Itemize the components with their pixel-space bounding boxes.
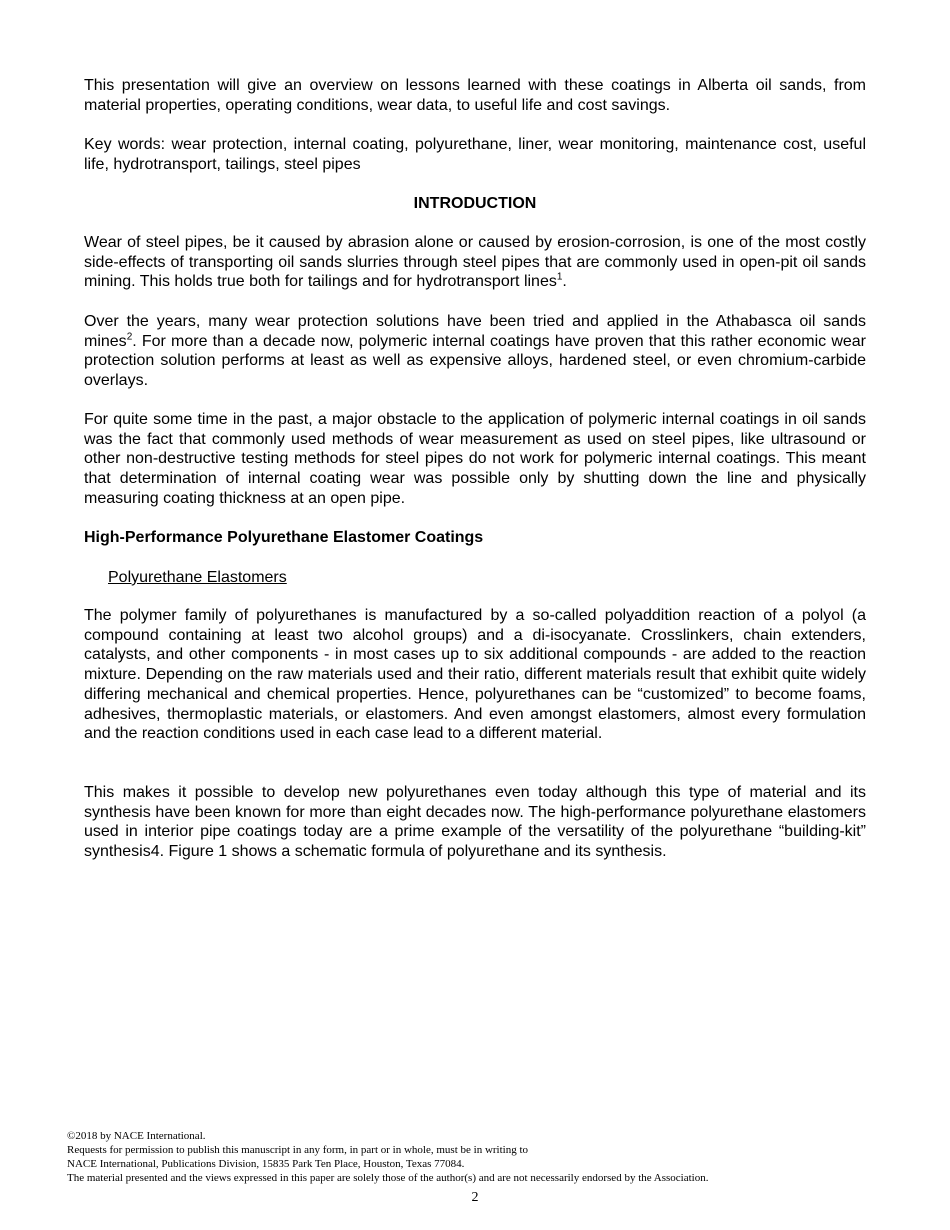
paragraph-keywords-text: Key words: wear protection, internal coating, polyurethane, liner, wear monitoring, maintenance cost, useful life, hydrotransport, tailings, steel pipes [84,136,866,173]
paragraph-overview [84,76,866,115]
paragraph-new-polyurethanes-text: This makes it possible to develop new polyurethanes even today although this type of material and its synthesis have been known for more than eight decades now. The high-performance polyurethane elastomers used in interior pipe coatings today are a prime example of the versatility of the polyurethane “building-kit” synthesis4. Figure 1 shows a schematic formula of polyurethane and its synthesis. [84,784,866,861]
paragraph-keywords [84,135,866,174]
paragraph-wear-end: . [562,273,567,291]
reference-2: 2 [126,331,133,343]
footer-copyright: ©2018 by NACE International. [67,1130,206,1142]
page-number: 2 [471,1190,479,1205]
paragraph-wear-steel-pipes [84,233,866,292]
paragraph-wear-text: Wear of steel pipes, be it caused by abrasion alone or caused by erosion-corrosion, is one of the most costly side-effects of transporting oil sands slurries through steel pipes that are commonly used in open-pit oil sands mining. This holds true both for tailings and for hydrotransport lines [84,234,866,291]
section-heading-text: High-Performance Polyurethane Elastomer Coatings [84,529,484,546]
paragraph-polymer-family-text: The polymer family of polyurethanes is manufactured by a so-called polyaddition reaction of a polyol (a compound containing at least two alcohol groups) and a di-isocyanate. Crosslinkers, chain extenders, catalysts, and other components - in most cases up to six additional compounds - are added to the reaction mixture. Depending on the raw materials used and their ratio, different materials result that exhibit quite widely differing mechanical and chemical properties. Hence, polyurethanes can be “customized” to become foams, adhesives, thermoplastic materials, or elastomers. And even amongst elastomers, almost every formulation and the reaction conditions used in each case lead to a different material. [84,607,866,743]
footer-permission: Requests for permission to publish this manuscript in any form, in part or in whole, must be in writing to [67,1144,529,1156]
introduction-heading-text: INTRODUCTION [413,195,537,212]
paragraph-solutions-start: Over the years, many wear protection solutions have been tried and applied in the Athabasca oil sands mines [84,313,866,350]
introduction-heading [84,194,866,214]
subsection-heading-text: Polyurethane Elastomers [108,569,287,586]
reference-1: 1 [556,272,563,284]
subsection-heading [84,568,866,588]
paragraph-obstacle-text: For quite some time in the past, a major obstacle to the application of polymeric internal coatings in oil sands was the fact that commonly used methods of wear measurement as used on steel pipes, like ultrasound or other non-destructive testing methods for steel pipes do not work for polymeric internal coatings. This meant that determination of internal coating wear was possible only by shutting down the line and physically measuring coating thickness at an open pipe. [84,411,866,507]
paragraph-overview-text: This presentation will give an overview on lessons learned with these coatings in Alberta oil sands, from material properties, operating conditions, wear data, to useful life and cost savings. [84,77,866,114]
paragraph-wear-protection-solutions [84,312,866,391]
section-heading [84,528,866,548]
footer-disclaimer: The material presented and the views expressed in this paper are solely those of the author(s) and are not necessarily endorsed by the Association. [67,1172,709,1184]
paragraph-solutions-rest: . For more than a decade now, polymeric internal coatings have proven that this rather economic wear protection solution performs at least as well as expensive alloys, hardened steel, or even chromium-carbide overlays. [84,332,866,390]
paragraph-polymer-family [84,606,866,744]
copyright-footer [67,1129,887,1185]
footer-address: NACE International, Publications Division, 15835 Park Ten Place, Houston, Texas 77084. [67,1158,465,1170]
paragraph-new-polyurethanes [84,783,866,862]
paragraph-obstacle [84,410,866,509]
